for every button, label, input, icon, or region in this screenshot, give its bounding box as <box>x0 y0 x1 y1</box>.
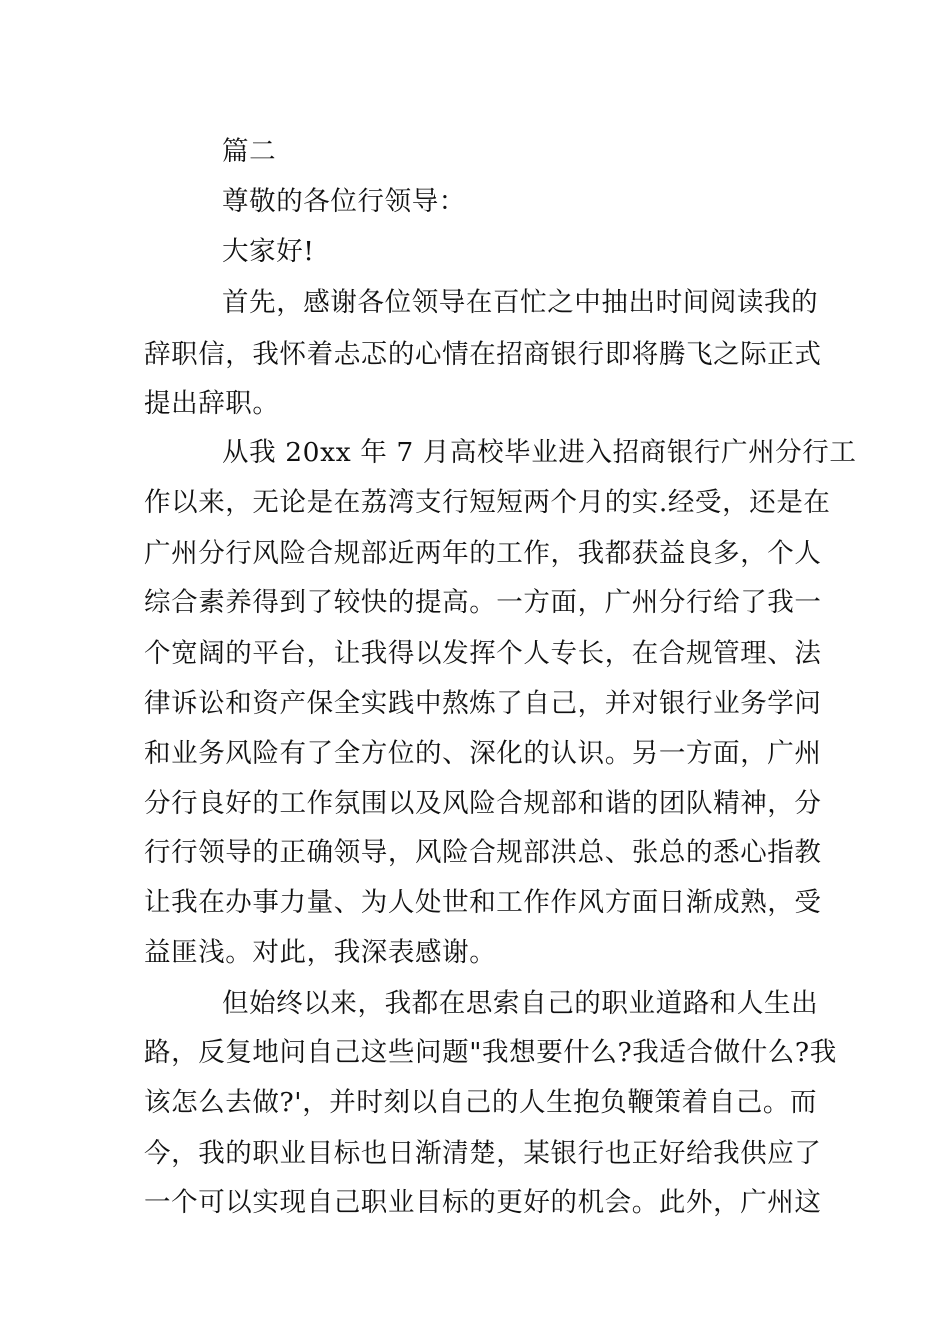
paragraph-2-line-4: 综合素养得到了较快的提高。一方面，广州分行给了我一 <box>144 587 822 618</box>
paragraph-2-line-2: 作以来，无论是在荔湾支行短短两个月的实.经受，还是在 <box>144 487 831 518</box>
paragraph-1-line-1: 首先，感谢各位领导在百忙之中抽出时间阅读我的 <box>222 287 819 318</box>
paragraph-3-line-1: 但始终以来，我都在思索自己的职业道路和人生出 <box>222 988 819 1019</box>
section-heading: 篇二 <box>222 136 277 167</box>
paragraph-2-line-5: 个宽阔的平台，让我得以发挥个人专长，在合规管理、法 <box>144 638 822 669</box>
paragraph-2-line-11: 益匪浅。对此，我深表感谢。 <box>144 937 497 968</box>
paragraph-2-line-3: 广州分行风险合规部近两年的工作，我都获益良多，个人 <box>144 538 822 569</box>
paragraph-3-line-2: 路，反复地问自己这些问题"我想要什么?我适合做什么?我 <box>144 1037 837 1068</box>
paragraph-2-line-10: 让我在办事力量、为人处世和工作作风方面日渐成熟，受 <box>144 887 822 918</box>
paragraph-3-line-4: 今，我的职业目标也日渐清楚，某银行也正好给我供应了 <box>144 1138 822 1169</box>
paragraph-3-line-5: 一个可以实现自己职业目标的更好的机会。此外，广州这 <box>144 1187 822 1218</box>
greeting: 大家好! <box>222 236 315 267</box>
salutation: 尊敬的各位行领导： <box>222 186 466 217</box>
paragraph-1-line-2: 辞职信，我怀着忐忑的心情在招商银行即将腾飞之际正式 <box>144 339 822 370</box>
paragraph-1-line-3: 提出辞职。 <box>144 388 280 419</box>
paragraph-3-line-3: 该怎么去做?'，并时刻以自己的人生抱负鞭策着自己。而 <box>144 1087 818 1118</box>
paragraph-2-line-6: 律诉讼和资产保全实践中熬炼了自己，并对银行业务学问 <box>144 688 822 719</box>
paragraph-2-line-1: 从我 20xx 年 7 月高校毕业进入招商银行广州分行工 <box>222 437 857 468</box>
paragraph-2-line-8: 分行良好的工作氛围以及风险合规部和谐的团队精神，分 <box>144 788 822 819</box>
paragraph-2-line-9: 行行领导的正确领导，风险合规部洪总、张总的悉心指教 <box>144 837 822 868</box>
paragraph-2-line-7: 和业务风险有了全方位的、深化的认识。另一方面，广州 <box>144 738 822 769</box>
